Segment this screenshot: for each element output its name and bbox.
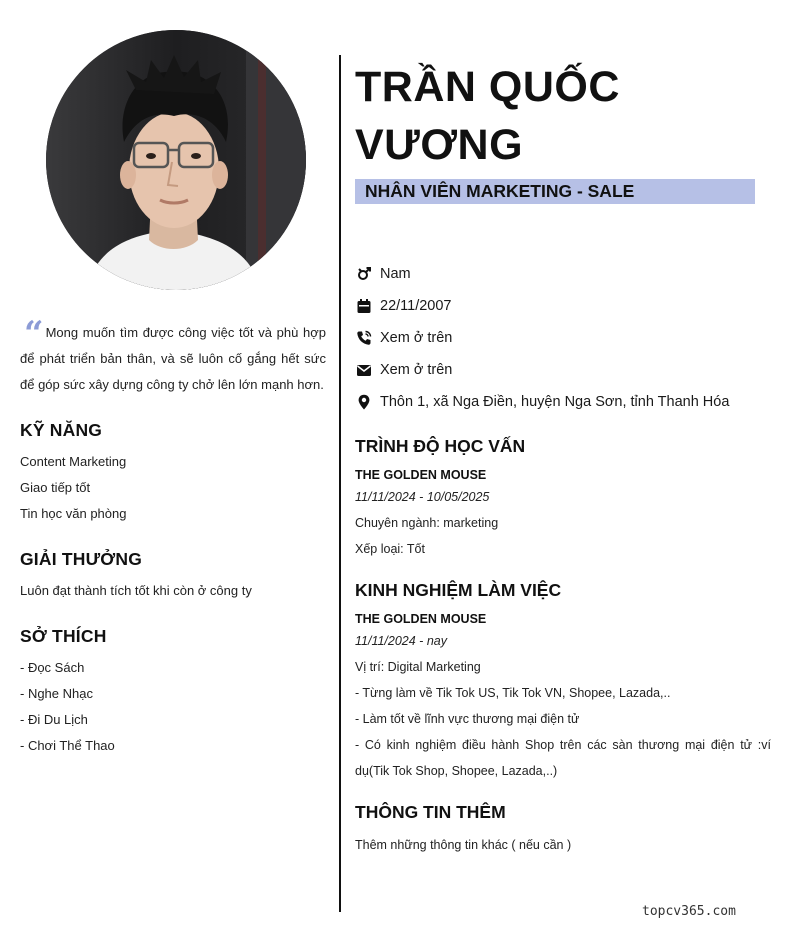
contact-address [355,386,771,418]
full-name-line-1: TRẦN QUỐC [355,63,620,111]
contact-list [355,258,771,418]
job-title-banner: NHÂN VIÊN MARKETING - SALE [355,179,755,204]
contact-birthday [355,290,771,322]
column-divider [339,55,341,912]
calendar-icon [355,298,372,315]
location-pin-icon [355,394,372,411]
hobby-item: - Nghe Nhạc [20,686,93,701]
contact-email [355,354,771,386]
awards-section [20,549,326,604]
hobby-item: - Chơi Thể Thao [20,738,115,753]
education-dates: 11/11/2024 - 10/05/2025 [355,490,490,504]
objective-text: Mong muốn tìm được công việc tốt và phù hợp để phát triển bản thân, và sẽ luôn cố gắng hết sức để góp sức xây dựng công ty chở lên lớn mạnh hơn. [20,325,326,392]
education-line: Chuyên ngành: marketing [355,516,499,530]
experience-dates: 11/11/2024 - nay [355,634,447,648]
quote-icon: “ [24,314,44,354]
skill-item: Tin học văn phòng [20,506,127,521]
experience-org: THE GOLDEN MOUSE [355,612,487,626]
gender-icon [355,266,372,283]
extra-info-text: Thêm những thông tin khác ( nếu cần ) [355,838,572,852]
experience-line: - Làm tốt về lĩnh vực thương mại điện tử [355,712,580,726]
left-column [20,314,326,759]
skill-item: Giao tiếp tốt [20,480,91,495]
envelope-icon [355,362,372,379]
skill-item: Content Marketing [20,454,127,469]
award-item: Luôn đạt thành tích tốt khi còn ở công ty [20,583,252,598]
phone-icon [355,330,372,347]
hobbies-section [20,626,326,759]
education-org: THE GOLDEN MOUSE [355,468,487,482]
education-line: Xếp loại: Tốt [355,542,425,556]
extra-info-section [355,802,771,858]
contact-phone-text: Xem ở trên [380,330,453,346]
experience-heading: KINH NGHIỆM LÀM VIỆC [355,580,562,600]
awards-heading: GIẢI THƯỞNG [20,549,143,569]
skills-heading: KỸ NĂNG [20,420,103,440]
contact-email-text: Xem ở trên [380,362,453,378]
education-section [355,436,771,562]
career-objective [20,314,326,398]
extra-info-heading: THÔNG TIN THÊM [355,802,506,822]
experience-line: - Có kinh nghiệm điều hành Shop trên các sàn thương mại điện tử :ví dụ(Tik Tok Shop, Shopee, Lazada,..) [355,738,771,778]
contact-gender [355,258,771,290]
right-column [355,58,771,858]
skills-section [20,420,326,527]
hobby-item: - Đọc Sách [20,660,85,675]
profile-photo [46,30,306,290]
experience-line: Vị trí: Digital Marketing [355,660,481,674]
hobby-item: - Đi Du Lịch [20,712,88,727]
contact-gender-text: Nam [380,266,411,282]
contact-birthday-text: 22/11/2007 [380,298,452,314]
experience-section [355,580,771,784]
experience-line: - Từng làm về Tik Tok US, Tik Tok VN, Shopee, Lazada,.. [355,686,671,700]
contact-address-text: Thôn 1, xã Nga Điền, huyện Nga Sơn, tỉnh Thanh Hóa [380,394,730,410]
education-heading: TRÌNH ĐỘ HỌC VẤN [355,436,526,456]
site-watermark: topcv365.com [642,904,736,919]
full-name-line-2: VƯƠNG [355,121,524,169]
hobbies-heading: SỞ THÍCH [20,626,107,646]
contact-phone [355,322,771,354]
